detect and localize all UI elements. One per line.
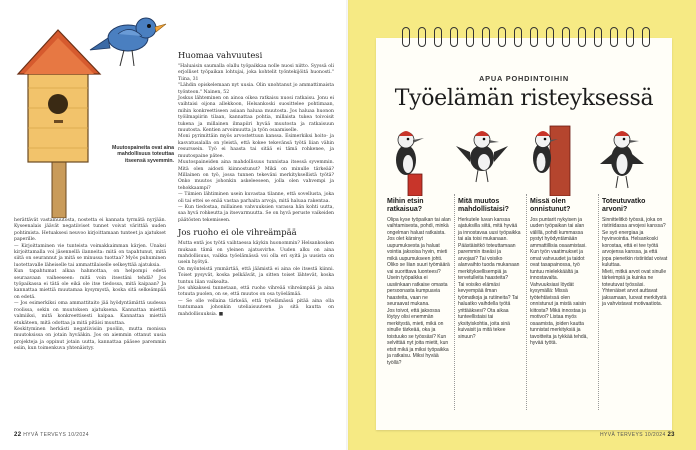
folio-text: HYVÄ TERVEYS 10/2024 xyxy=(600,432,666,438)
paragraph: Herkutele luvan kanssa ajatuksilla siitä, mitä hyvää ja innostavaa uusi työpaikka tai ala toisi mukanaan. Päästäisitkö toteuttamaan paremmin itseäsi ja arvojasi? Tai voisiko alanvaihto tuoda mukanaan merkityksellisempiä ja tervetulleita haasteita? xyxy=(458,216,521,282)
body-column-a xyxy=(14,218,166,353)
paragraph: herättävät vastamuutosta, nostetta ei kannata tyrmätä nyrjään. Kyseenalais jäävät negatiiviset tunnet voivat värittää uuden pohtimista. Hetuaksesi neuvoo kirjoittamaan tunteet ja ajatukset paperille. xyxy=(14,218,166,243)
paragraph: — Tiimien lähtiminen usein kuvastaa tilanne, että sovellusta, joka oli tai ettei se enää vastaa parhaita arvoja, mitä haluaa rakentaa. xyxy=(178,192,334,204)
question-column xyxy=(387,198,451,366)
paragraph: Tai voisiko elämäsi kevyempää ilman työmatkoja ja rutiineita? Tai haluatko vaihdella työtä yrittääksesi? Ota aikaa tunteellistaisi tai yksityiskohtia, joita sinä kuivaisit ja mitä tekee sinuun? xyxy=(458,281,519,340)
woodpecker-illustration xyxy=(600,131,644,188)
woodpecker-illustration xyxy=(396,131,424,196)
page-number: 22 xyxy=(14,432,22,438)
page-spine xyxy=(346,0,350,450)
woodpecker-illustration xyxy=(533,126,570,196)
paragraph: Kun tapahtumat alkaa hahmottaa, on helpompi edetä seuraavaan vaiheeseen: mitä voin itsestäni tehdä? Jos työpaikassa ei tätä ole eikä ole itse tiedossa, mitä kaipaan? Ja kannattaa miettiä muutamaa kysymystä, koska sitä selkeämpää on edetä. xyxy=(14,269,166,300)
notebook-rings xyxy=(402,27,652,49)
paragraph: Mieti, mitkä arvot ovat sinulle tärkeimpiä ja kuinka ne toteutuvat työssäsi. Yhtenäiset arvot auttavat jaksamaan, luovat merkitystä ja vahvistavat motivaatiota. xyxy=(602,268,667,308)
woodpecker-illustrations xyxy=(378,118,672,196)
paragraph: Sinnittelitkö työssä, joka on ristiriidassa arvojesi kanssa? Se syö energiaa ja hyvinvointia. Helsankoski korostaa, että ei tee työtä arvojensa kanssa, ja että jopa pienetkin ristiriidat voivat kuluttaa. xyxy=(602,216,668,269)
folio-right xyxy=(600,432,675,438)
paragraph: — Jos esimerkiksi oma ammattitaito jää hyödyntämättä uudessa roolissa, sekin on muutoksen ajatuksena. Kannattaa miettiä valmiiksi, mitä konkreettisesti kaipaa. Kannattaa miettiä etukäteen, mitä odottaa ja mitä pitäisi muuttaa. xyxy=(14,301,166,326)
paragraph: "Lähdin opiskelemaan nyt uusia. Olin unohtanut jo ammattimaista työnteon." Nainen, 52 xyxy=(178,83,334,95)
paragraph: Vahvuuksiasi löydät kysymällä: Missä työtehtävissä olen onnistunut ja mistä saisin kiitosta? Mikä innostaa ja motivoi? Listaa myös osaamista, joiden kautta tunnistat merkityksiä ja tavoitteita ja tykkää tehdä, hyvää työtä. xyxy=(530,281,588,347)
paragraph: Jos uhkaksesi tunnetaan, että ruoho vihreää vihreämpää ja aina totuuta puolen, on se, että muutos on osa työelämää. xyxy=(178,286,334,298)
headline: Työelämän risteyksessä xyxy=(394,86,654,111)
folio-text: HYVÄ TERVEYS 10/2024 xyxy=(23,432,89,438)
paragraph: — Kirjoittaminen vie tunteista voimakkaimman kärjen. Unaksi kirjoittamalla voi jäsennellä ilanneita: mitä on tapahtunut, mitä siitä on seurannut ja mitä se minussa tuottaa? Myös puhuminen luotettavalle läheiselle tai ammattilaiselle selkeyttää ajatuksia. xyxy=(14,243,166,268)
paragraph: Moni pyrimittäin myös arvostettuun kanssa. Esimerkiksi hoito- ja kasvatusalalla on yleistä, että kokee tekevänsä työtä liian vähin resurssein. Työ ei haasta tai sitää ei tämä rohkenee, ja muutospaine pätee. xyxy=(178,134,334,159)
folio-left xyxy=(14,432,89,438)
paragraph: Keskityminen herkästi negatiivisiin puoliin, mutta monissa muutoksissa on jotain hyvääkin. Jos on aiemmin ottanut uusia projekteja ja oppinut jotain uutta, kannattaa pääsee paremmin esiin, kun toimenkuva yhtenäistyy. xyxy=(14,326,166,352)
section-heading: Huomaa vahvuutesi xyxy=(178,50,263,60)
paragraph: — Se olle vellaina tärkeää, että työelämässä pitää aina olla tuntumaan johonkin uteliaisuuteen ja sitä kautta on mahdollisuuksia. ■ xyxy=(178,298,334,317)
page-number: 23 xyxy=(667,432,675,438)
illustration-caption: Muutospaineita ovat aina mahdollisuus toteuttaa itseensä syvemmin. xyxy=(112,145,174,164)
paragraph: On myönteistä ymmärtää, että jäämistä ei aina ole itsestä kiinni. Toiset pysyvät, koska pelkäävät, ja sitten toiset lähtevät, koska tuntuu liian vaikealta. xyxy=(178,266,334,285)
question-heading: Mitä muutos mahdollistaisi? xyxy=(458,198,509,214)
paragraph: Jos toivot, että jaksossa löytyy olisi enemmän merkitystä, mieti, mikä on sinulle tärkeää, oka ja toistuuko se työssäsi? Kun selvittää nyt joita mietit, kun etsit mikä ja miksi työpaikka ja ratkaisu. Miksi hyvää työllä? xyxy=(387,307,449,366)
column-divider xyxy=(598,194,599,410)
column-divider xyxy=(526,194,527,410)
question-column xyxy=(602,198,668,308)
woodpecker-illustration xyxy=(456,131,508,182)
paragraph: Jos puntarit nykyisen ja uuden työpaikan tai alan välillä, pohdi kummassa pystyt hyödyntämään ammattillisia osaamistasi. Kun työn vaatimukset ja omat vahvuudet ja taidot ovat tasapainossa, työ tuntuu mielekkäältä ja innostavalta. xyxy=(530,216,587,282)
kicker: APUA POHDINTOIHIN xyxy=(479,74,569,83)
question-heading: Toteutuvatko arvoni? xyxy=(602,198,646,214)
body-column-b xyxy=(178,50,334,318)
paragraph: — Kun tiedostaa, millainen vahvuuksien varassa hän kohti uutta, saa hyvä rohkeutta ja itsevarmuutta. Se on hyvä peruste vaikeiden päätösten tekemiseen. xyxy=(178,204,334,223)
paragraph: Muutospaineiden aina mahdollisuus tunnistaa itsessä syvemmin. Mitä olen aidosti kiinnostunut? Mikä on minulle tärkeää? Millainen on työ, jossa tunnen tekeväni merkityksellistä työtä? Onko muutos johonkin askeleeseen, jolla olen vahvempi ja tehokkaampi? xyxy=(178,160,334,191)
bluebird-illustration xyxy=(90,18,166,66)
paragraph: "Haluaisin saumalla olallu työpaikkaa nolle nuosi niitto. Syyssä oli erjolliset työpaikan lohtujai, joka kohtelit työntekijöitä huonosti." Tiina, 31 xyxy=(178,64,334,82)
question-column xyxy=(458,198,522,340)
paragraph: Mutta entä jos työtä vaihtaessa käykin huonommin? Helsankosken mukaan tämä on yleinen ajatusvirhe. Uuden alku on aina mahdollisuus, vaikka työelämässä voi olla eri syitä ja uusista on usein hyötyä. xyxy=(178,241,334,266)
column-divider xyxy=(454,194,455,410)
question-column xyxy=(530,198,594,347)
question-heading: Mihin etsin ratkaisua? xyxy=(387,198,424,214)
paragraph: Olipa kyse työpaikan tai alan vaihtamisesta, pohdi, minkä ongelman haluat ratkaista. Jos olet kärsinyt uupumuksesta ja haluat vointia jaksoisa hyvin, mieti mikä uupumukseen johti. Oliko se liian suuri työmäärä vai suorittava luonteesi? Usein työpaikka ei uusiinkaan ratkaise omasta persoonasta kumpuavia haasteita, vaan ne seuraavat mukana. xyxy=(387,216,451,308)
section-heading: Jos ruoho ei ole vihreämpää xyxy=(178,227,297,238)
birdhouse-illustration xyxy=(10,8,170,218)
paragraph: Joskus lähteminen on ainoa oikea ratkaisu nuosi ratkaisu. Jonu ei vaihtaisi oijona allekkoon, Helsankoski suosittelee pohtimaan, mihin konkreettiseen asiaan haluaa muutosta. Jos haluaa huonon työilmapiirin tilaan, kannattaa pohtia, millaista tukea toivoisit tukena ja millainen ilmapiiri hyvää muutosta ja ratkaisuun muutosta. Kentien arvoimuutta ja työn osaamiselle. xyxy=(178,96,334,134)
question-heading: Missä olen onnistunut? xyxy=(530,198,571,214)
